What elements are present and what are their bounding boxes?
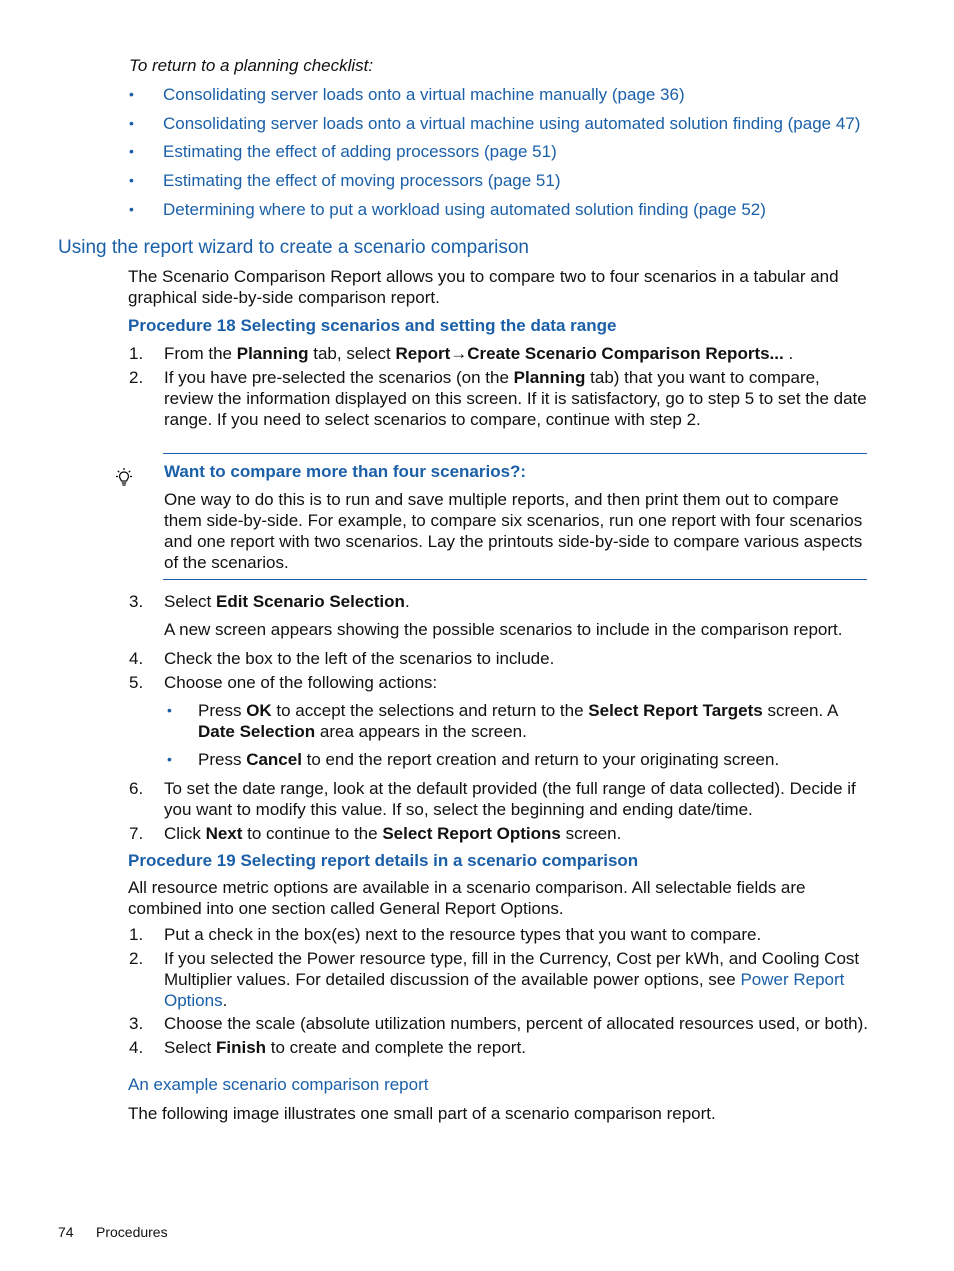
step-text: Click Next to continue to the Select Report Options screen. bbox=[164, 824, 622, 843]
step-text: Choose the scale (absolute utilization numbers, percent of allocated resources used, or both). bbox=[164, 1014, 869, 1033]
step-text: If you have pre-selected the scenarios (on the Planning tab) that you want to compare, review the information displayed on this screen. If it is satisfactory, go to step 5 to set the date range. If you need to select scenarios to compare, continue with step 2. bbox=[164, 368, 867, 429]
bullet-icon: • bbox=[167, 702, 172, 718]
step-number: 1. bbox=[129, 925, 144, 944]
checklist-link[interactable]: Consolidating server loads onto a virtual machine manually (page 36) bbox=[163, 85, 685, 104]
example-heading: An example scenario comparison report bbox=[128, 1075, 429, 1094]
step-text: From the Planning tab, select Report→Create Scenario Comparison Reports... . bbox=[164, 344, 794, 363]
step-text: To set the date range, look at the default provided (the full range of data collected). Decide if you want to modify this value. If so, select the beginning and ending date/time. bbox=[164, 779, 856, 819]
bullet-icon: • bbox=[167, 751, 172, 767]
list-item[interactable] bbox=[129, 84, 889, 113]
checklist-intro: To return to a planning checklist: bbox=[129, 56, 374, 75]
list-item[interactable] bbox=[129, 141, 889, 170]
step-6 bbox=[129, 778, 869, 822]
step-number: 7. bbox=[129, 824, 144, 843]
lightbulb-icon bbox=[113, 467, 135, 489]
option-cancel bbox=[163, 749, 869, 771]
step-4 bbox=[129, 1037, 869, 1059]
list-item[interactable] bbox=[129, 113, 889, 142]
step-number: 6. bbox=[129, 779, 144, 798]
step-number: 4. bbox=[129, 1038, 144, 1057]
step-number: 4. bbox=[129, 649, 144, 668]
bullet-icon: • bbox=[129, 143, 134, 160]
tip-body: One way to do this is to run and save multiple reports, and then print them out to compare them side-by-side. For example, to compare six scenarios, run one report with four scenarios and one report with two scenarios. Lay the printouts side-by-side to compare various aspects of the scenarios. bbox=[164, 490, 863, 572]
bullet-icon: • bbox=[129, 86, 134, 102]
option-text: Press OK to accept the selections and return to the Select Report Targets screen. A Date Selection area appears in the screen. bbox=[198, 701, 838, 741]
checklist-link[interactable]: Determining where to put a workload using automated solution finding (page 52) bbox=[163, 199, 766, 219]
step-3 bbox=[129, 591, 869, 613]
step-text: Put a check in the box(es) next to the resource types that you want to compare. bbox=[164, 925, 762, 944]
step-1 bbox=[129, 924, 869, 946]
bullet-icon: • bbox=[129, 114, 134, 131]
page-number: 74 bbox=[58, 1224, 74, 1240]
step-7 bbox=[129, 823, 869, 845]
step-3-note: A new screen appears showing the possible scenarios to include in the comparison report. bbox=[164, 620, 843, 639]
step-5 bbox=[129, 672, 869, 694]
bullet-icon: • bbox=[129, 172, 134, 189]
step-number: 3. bbox=[129, 1014, 144, 1033]
checklist-link[interactable]: Estimating the effect of moving processors (page 51) bbox=[163, 171, 561, 191]
option-text: Press Cancel to end the report creation and return to your originating screen. bbox=[198, 750, 780, 769]
option-ok bbox=[163, 700, 869, 744]
procedure-19-intro: All resource metric options are available in a scenario comparison. All selectable fields are combined into one section called General Report Options. bbox=[128, 878, 806, 918]
procedure-19-heading: Procedure 19 Selecting report details in a scenario comparison bbox=[128, 851, 639, 870]
tip-top-rule bbox=[163, 453, 867, 454]
checklist-list bbox=[129, 84, 889, 227]
step-text: Choose one of the following actions: bbox=[164, 673, 438, 692]
tip-bottom-rule bbox=[163, 579, 867, 580]
bullet-icon: • bbox=[129, 200, 134, 217]
list-item[interactable] bbox=[129, 170, 889, 199]
step-number: 3. bbox=[129, 592, 144, 611]
step-1 bbox=[129, 343, 869, 365]
step-text: If you selected the Power resource type, fill in the Currency, Cost per kWh, and Cooling Cost Multiplier values. For detailed discussion of the available power options, see Power Report Options. bbox=[164, 949, 860, 1010]
step-number: 2. bbox=[129, 368, 144, 387]
power-report-options-link[interactable]: Power Report Options bbox=[164, 970, 845, 1010]
example-text: The following image illustrates one small part of a scenario comparison report. bbox=[128, 1104, 716, 1123]
footer-label: Procedures bbox=[96, 1224, 168, 1240]
step-number: 1. bbox=[129, 344, 144, 363]
procedure-18-heading: Procedure 18 Selecting scenarios and setting the data range bbox=[128, 316, 617, 335]
step-3 bbox=[129, 1013, 869, 1035]
checklist-link[interactable]: Consolidating server loads onto a virtual machine using automated solution finding (page 47) bbox=[163, 113, 861, 133]
section-intro: The Scenario Comparison Report allows you to compare two to four scenarios in a tabular and graphical side-by-side comparison report. bbox=[128, 267, 839, 307]
step-text: Select Edit Scenario Selection. bbox=[164, 592, 410, 611]
list-item[interactable] bbox=[129, 199, 889, 228]
step-4 bbox=[129, 648, 869, 670]
step-2 bbox=[129, 367, 869, 431]
step-number: 5. bbox=[129, 673, 144, 692]
step-number: 2. bbox=[129, 949, 144, 968]
step-2 bbox=[129, 948, 869, 1012]
step-text: Select Finish to create and complete the report. bbox=[164, 1038, 526, 1057]
tip-title: Want to compare more than four scenarios?: bbox=[164, 462, 527, 481]
checklist-link[interactable]: Estimating the effect of adding processors (page 51) bbox=[163, 142, 557, 162]
section-heading: Using the report wizard to create a scenario comparison bbox=[58, 237, 530, 258]
step-text: Check the box to the left of the scenarios to include. bbox=[164, 649, 555, 668]
